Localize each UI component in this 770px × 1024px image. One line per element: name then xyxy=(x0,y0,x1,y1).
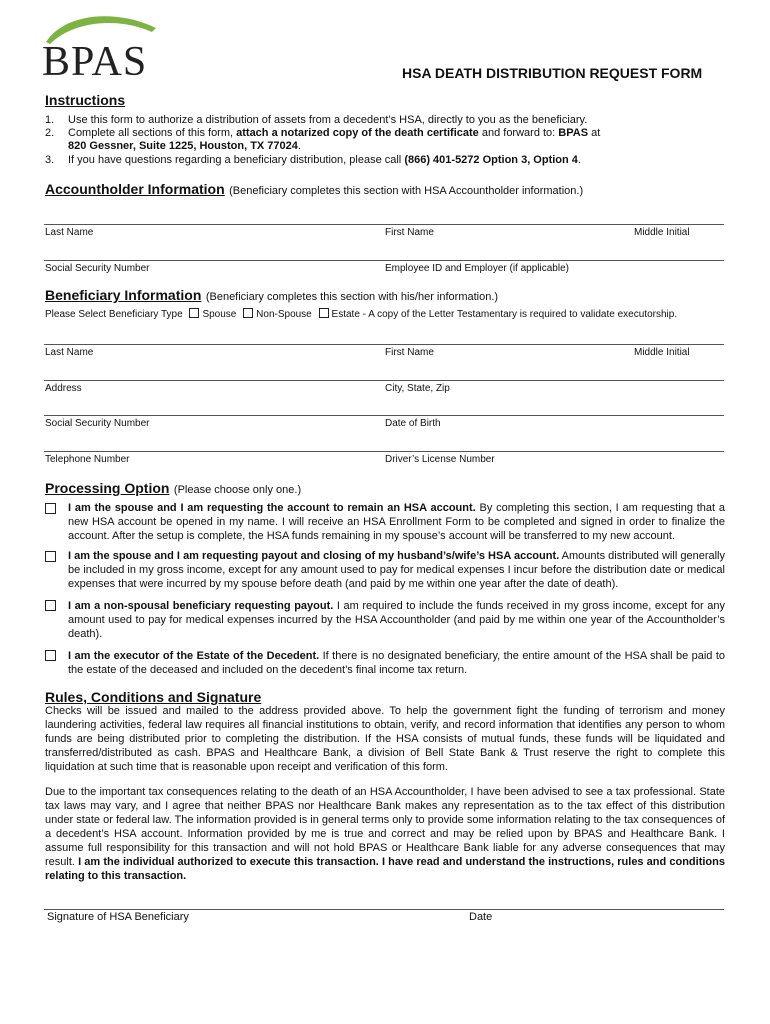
option-executor-checkbox[interactable] xyxy=(45,650,56,661)
beneficiary-name-line[interactable] xyxy=(44,344,724,345)
instructions-heading: Instructions xyxy=(45,92,126,108)
beneficiary-ssn-line[interactable] xyxy=(44,415,724,416)
beneficiary-type-row xyxy=(45,308,677,320)
estate-label: Estate - A copy of the Letter Testamentary is required to validate executorship. xyxy=(331,309,678,320)
instruction-item-3-num: 3. xyxy=(45,154,55,166)
rules-paragraph-1: Checks will be issued and mailed to the address provided above. To help the government fight the funding of terrorism and money laundering activities, federal law requires all financial institutions to obtain, verify, and record information that identifies any person to whom funds are being distributed prior to completing the distribution. If the HSA consists of mutual funds, these funds will be liquidated and transferred/distributed as cash. BPAS and Healthcare Bank, a division of Bell State Bank & Trust reserve the right to complete this liquidation at such time that is reasonable upon receipt and verification of this form. xyxy=(45,705,725,773)
instruction-item-2-num: 2. xyxy=(45,127,55,139)
option-non-spousal-checkbox[interactable] xyxy=(45,600,56,611)
processing-subtitle: (Please choose only one.) xyxy=(173,484,302,496)
accountholder-subtitle: (Beneficiary completes this section with HSA Accountholder information.) xyxy=(229,185,584,197)
form-title: HSA DEATH DISTRIBUTION REQUEST FORM xyxy=(402,65,703,81)
processing-section-header xyxy=(45,480,301,498)
estate-checkbox[interactable] xyxy=(319,308,329,318)
spouse-checkbox[interactable] xyxy=(189,308,199,318)
bn-ssn-label: Social Security Number xyxy=(45,418,150,429)
date-label: Date xyxy=(469,911,493,923)
option-spouse-payout-text: I am the spouse and I am requesting payout and closing of my husband’s/wife’s HSA account. Amounts distributed will generally be included in my gross income, except for any amount used to pay for medical expenses I incur before the distribution date or medical expenses that were incurred by my spouse before death (and paid by me within one year after the date of death). xyxy=(68,550,725,590)
beneficiary-heading: Beneficiary Information xyxy=(45,287,202,303)
option-non-spousal-text: I am a non-spousal beneficiary requesting payout. I am required to include the funds received in my gross income, except for any amount used to pay for medical expenses incurred by the HSA Accountholder (and paid by me within one year of the Accountholder’s death). xyxy=(68,600,725,640)
rules-paragraph-2: Due to the important tax consequences relating to the death of an HSA Accountholder, I have been advised to see a tax professional. State tax laws may vary, and I agree that neither BPAS nor Healthcare Bank makes any representation as to the tax effect of this distribution under state or federal law. The information provided is in general terms only to provide some information relating to the tax consequences of a decedent’s HSA account. Information provided by me is true and correct and may be relied upon by BPAS and Healthcare Bank. I assume full responsibility for this transaction and will not hold BPAS or Healthcare Bank liable for any adverse consequences that may result. I am the individual authorized to execute this transaction. I have read and understand the instructions, rules and conditions relating to this transaction. xyxy=(45,786,725,882)
processing-heading: Processing Option xyxy=(45,480,170,496)
option-spouse-payout-checkbox[interactable] xyxy=(45,551,56,562)
bn-middle-initial-label: Middle Initial xyxy=(634,347,690,358)
beneficiary-address-line[interactable] xyxy=(44,380,724,381)
beneficiary-type-label: Please Select Beneficiary Type xyxy=(45,309,183,320)
accountholder-ssn-line[interactable] xyxy=(44,260,724,261)
spouse-label: Spouse xyxy=(202,309,237,320)
instruction-item-2: Complete all sections of this form, attach a notarized copy of the death certificate and forward to: BPAS at xyxy=(68,127,601,139)
bn-first-name-label: First Name xyxy=(385,347,434,358)
option-executor-text: I am the executor of the Estate of the Decedent. If there is no designated beneficiary, the entire amount of the HSA shall be paid to the estate of the deceased and included on the decedent’s final income tax return. xyxy=(68,650,725,676)
accountholder-section-header xyxy=(45,181,583,199)
ah-last-name-label: Last Name xyxy=(45,227,94,238)
signature-label: Signature of HSA Beneficiary xyxy=(47,911,189,923)
option-remain-hsa-checkbox[interactable] xyxy=(45,503,56,514)
beneficiary-section-header xyxy=(45,287,498,305)
non-spouse-checkbox[interactable] xyxy=(243,308,253,318)
instruction-item-1: Use this form to authorize a distribution of assets from a decedent’s HSA, directly to you as the beneficiary. xyxy=(68,114,588,126)
bn-last-name-label: Last Name xyxy=(45,347,94,358)
rules-heading: Rules, Conditions and Signature xyxy=(45,689,262,705)
ah-employee-id-label: Employee ID and Employer (if applicable) xyxy=(385,263,569,274)
accountholder-name-line[interactable] xyxy=(44,224,724,225)
non-spouse-label: Non-Spouse xyxy=(256,309,312,320)
instruction-item-1-num: 1. xyxy=(45,114,55,126)
option-remain-hsa-text: I am the spouse and I am requesting the account to remain an HSA account. By completing this section, I am requesting that a new HSA account be opened in my name. I will receive an HSA Enrollment Form to be completed and signed in order to finalize the account. After the setup is complete, the HSA funds remaining in my spouse’s account will be transferred to my new account. xyxy=(68,502,725,542)
accountholder-heading: Accountholder Information xyxy=(45,181,225,197)
bn-address-label: Address xyxy=(45,383,82,394)
bn-license-label: Driver’s License Number xyxy=(385,454,495,465)
bpas-logo: BPAS xyxy=(42,39,148,85)
beneficiary-phone-line[interactable] xyxy=(44,451,724,452)
ah-first-name-label: First Name xyxy=(385,227,434,238)
bn-city-label: City, State, Zip xyxy=(385,383,450,394)
bn-dob-label: Date of Birth xyxy=(385,418,441,429)
instruction-address: 820 Gessner, Suite 1225, Houston, TX 77024. xyxy=(68,140,301,152)
bn-phone-label: Telephone Number xyxy=(45,454,130,465)
ah-middle-initial-label: Middle Initial xyxy=(634,227,690,238)
ah-ssn-label: Social Security Number xyxy=(45,263,150,274)
signature-line[interactable] xyxy=(44,909,724,910)
beneficiary-subtitle: (Beneficiary completes this section with his/her information.) xyxy=(205,291,499,303)
instruction-item-3: If you have questions regarding a beneficiary distribution, please call (866) 401-5272 Option 3, Option 4. xyxy=(68,154,581,166)
